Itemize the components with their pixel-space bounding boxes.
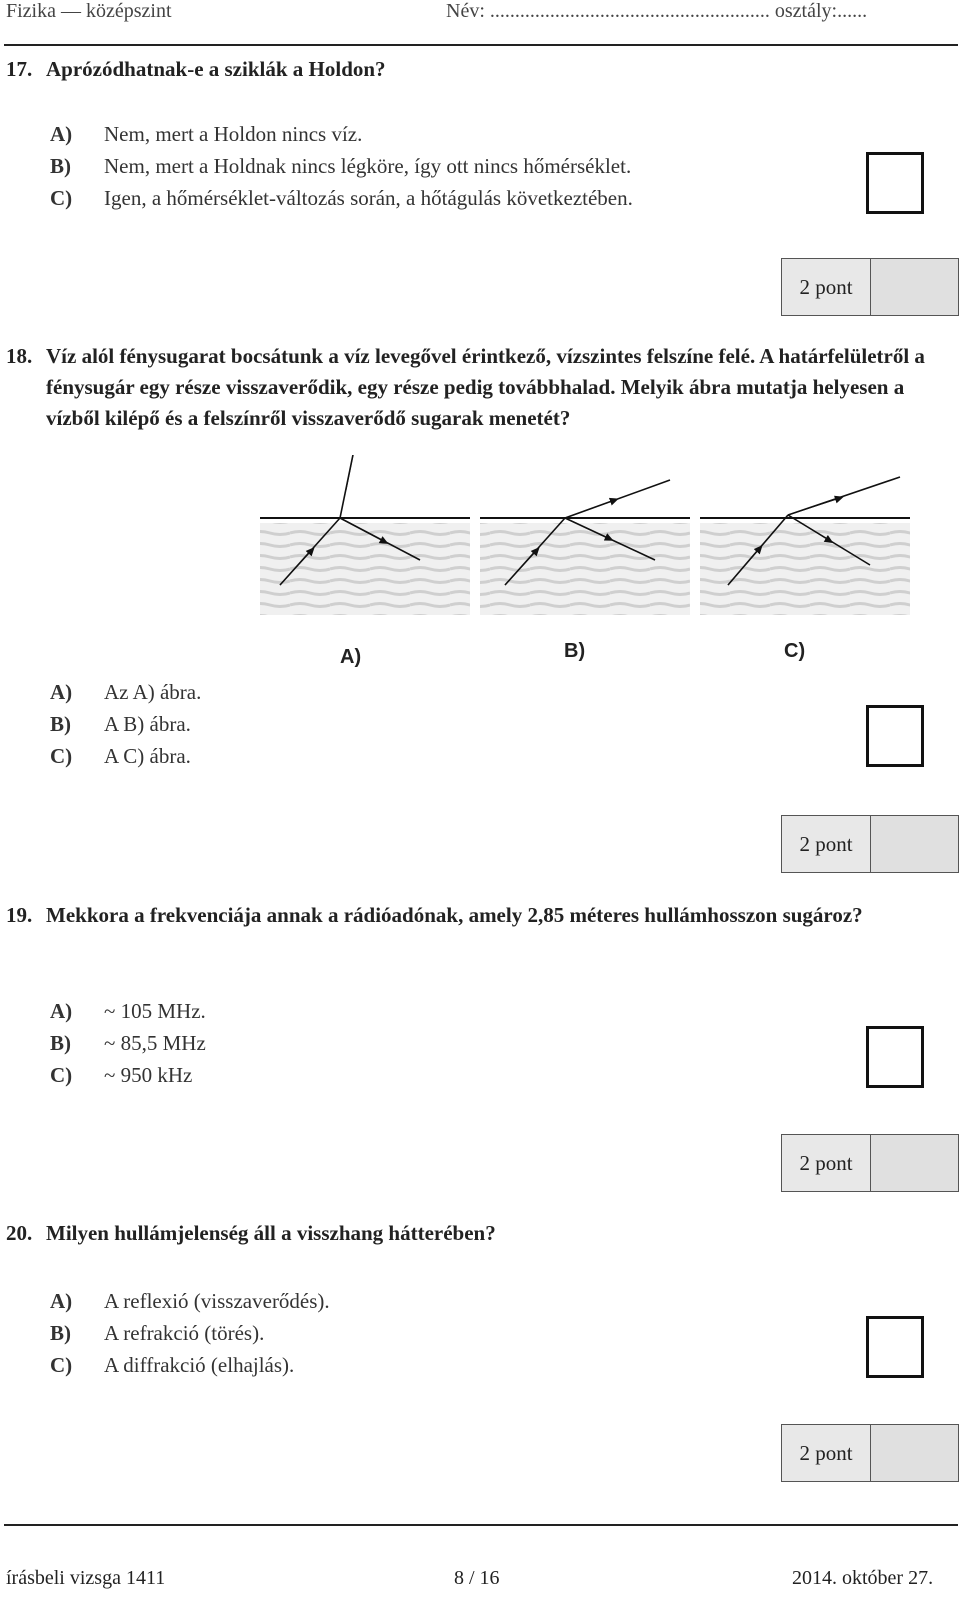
option-text: Igen, a hőmérséklet-változás során, a hőtágulás következtében.: [104, 186, 633, 210]
footer-page-number: 8 / 16: [454, 1567, 500, 1589]
question-text: Víz alól fénysugarat bocsátunk a víz levegővel érintkező, vízszintes felszíne felé. A határfelületről a fénysugár egy része visszaverődik, egy része pedig továbbhalad. Melyik ábra mutatja helyesen a vízből kilépő és a felszínről visszaverődő sugarak menetét?: [46, 344, 925, 430]
points-label: 2 pont: [782, 1425, 871, 1481]
points-value-field[interactable]: [871, 259, 958, 315]
option-label: A): [50, 680, 73, 704]
question-number: 17.: [6, 57, 33, 81]
header-subject: Fizika — középszint: [6, 0, 172, 22]
question-number: 19.: [6, 903, 33, 927]
answer-box-18[interactable]: [866, 705, 924, 767]
option-label: C): [50, 1063, 73, 1087]
option-label: C): [50, 1353, 73, 1377]
option-label: A): [50, 1289, 73, 1313]
option-text: A B) ábra.: [104, 712, 191, 736]
option-label: B): [50, 1031, 71, 1055]
question-20: [6, 1218, 936, 1249]
option-text: Nem, mert a Holdnak nincs légköre, így ott nincs hőmérséklet.: [104, 154, 632, 178]
question-18: [6, 341, 936, 434]
question-text: Mekkora a frekvenciája annak a rádióadónak, amely 2,85 méteres hullámhosszon sugároz?: [46, 903, 863, 927]
figure-label-c: C): [784, 640, 806, 662]
answer-box-19[interactable]: [866, 1026, 924, 1088]
header-name-class-field: Név: ........................................................ osztály:......: [446, 0, 868, 22]
question-number: 18.: [6, 344, 33, 368]
header-divider: [4, 44, 958, 46]
option-text: A C) ábra.: [104, 744, 191, 768]
figure-label-a: A): [340, 646, 362, 668]
question-text: Aprózódhatnak-e a sziklák a Holdon?: [46, 57, 386, 81]
points-value-field[interactable]: [871, 1425, 958, 1481]
footer-exam-id: írásbeli vizsga 1411: [6, 1567, 166, 1589]
option-text: ~ 950 kHz: [104, 1063, 193, 1087]
option-text: Nem, mert a Holdon nincs víz.: [104, 122, 363, 146]
option-text: ~ 85,5 MHz: [104, 1031, 206, 1055]
figure-panel-a: [260, 455, 470, 615]
option-text: ~ 105 MHz.: [104, 999, 206, 1023]
figure-label-b: B): [564, 640, 586, 662]
points-label: 2 pont: [782, 816, 871, 872]
footer-divider: [4, 1524, 958, 1526]
points-value-field[interactable]: [871, 816, 958, 872]
option-text: A diffrakció (elhajlás).: [104, 1353, 295, 1377]
question-number: 20.: [6, 1221, 33, 1245]
option-label: A): [50, 122, 73, 146]
score-box-18: [781, 815, 959, 873]
question-17: [6, 54, 936, 85]
answer-box-17[interactable]: [866, 152, 924, 214]
option-label: C): [50, 744, 73, 768]
option-label: B): [50, 1321, 71, 1345]
question-text: Milyen hullámjelenség áll a visszhang hátterében?: [46, 1221, 496, 1245]
figure-panel-b: [480, 480, 690, 615]
question-19: [6, 900, 936, 931]
option-label: B): [50, 154, 71, 178]
option-text: Az A) ábra.: [104, 680, 202, 704]
score-box-19: [781, 1134, 959, 1192]
option-label: C): [50, 186, 73, 210]
answer-box-20[interactable]: [866, 1316, 924, 1378]
score-box-17: [781, 258, 959, 316]
points-label: 2 pont: [782, 1135, 871, 1191]
score-box-20: [781, 1424, 959, 1482]
option-text: A reflexió (visszaverődés).: [104, 1289, 330, 1313]
footer-date: 2014. október 27.: [792, 1567, 934, 1589]
points-label: 2 pont: [782, 259, 871, 315]
refraction-figure: [250, 455, 930, 675]
figure-panel-c: [700, 477, 910, 615]
option-label: A): [50, 999, 73, 1023]
option-text: A refrakció (törés).: [104, 1321, 265, 1345]
points-value-field[interactable]: [871, 1135, 958, 1191]
option-label: B): [50, 712, 71, 736]
